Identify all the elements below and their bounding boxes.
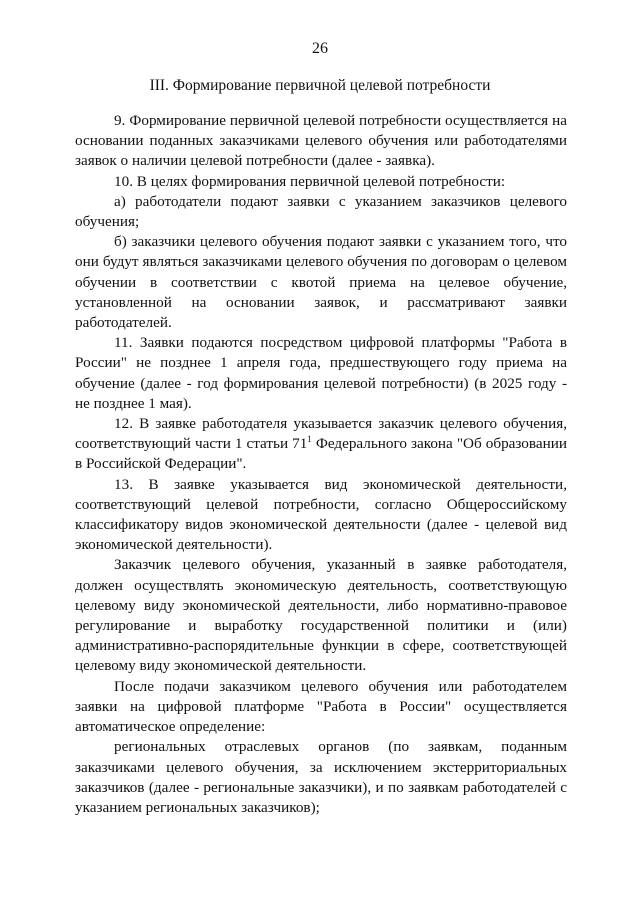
paragraph-10b: б) заказчики целевого обучения подают заявки с указанием того, что они будут являться заказчиками целевого обучения по договорам о целевом обучении в соответствии с квотой приема на целевое обучение, установленной на основании заявок, и рассматривают заявки работодателей. bbox=[75, 233, 567, 332]
paragraph-13-regional: региональных отраслевых органов (по заявкам, поданным заказчиками целевого обучения, за исключением экстерриториальных заказчиков (далее - региональные заказчики), и по заявкам работодателей с указанием региональных заказчиков); bbox=[75, 738, 567, 816]
page-number: 26 bbox=[312, 40, 328, 57]
paragraph-12-part1: 12. В заявке работодателя указывается заказчик целевого обучения, соответствующий части 1 статьи 71 bbox=[75, 415, 567, 453]
paragraph-10a: а) работодатели подают заявки с указанием заказчиков целевого обучения; bbox=[75, 192, 567, 231]
paragraph-9: 9. Формирование первичной целевой потребности осуществляется на основании поданных заказчиками целевого обучения или работодателями заявок о наличии целевой потребности (далее - заявка). bbox=[75, 112, 567, 170]
paragraph-13-after-submission: После подачи заказчиком целевого обучения или работодателем заявки на цифровой платформе "Работа в России" осуществляется автоматическое определение: bbox=[75, 677, 567, 736]
paragraph-12 bbox=[75, 414, 567, 475]
superscript-marker: 1 bbox=[307, 434, 312, 445]
paragraph-12-part2: Федерального закона "Об образовании в Российской Федерации". bbox=[75, 435, 567, 473]
document-body bbox=[75, 111, 567, 818]
paragraph-13: 13. В заявке указывается вид экономической деятельности, соответствующий целевой потребности, согласно Общероссийскому классификатору видов экономической деятельности (далее - целевой вид экономической деятельности). bbox=[75, 475, 567, 554]
paragraph-11: 11. Заявки подаются посредством цифровой платформы "Работа в России" не позднее 1 апреля года, предшествующего году приема на обучение (далее - год формирования целевой потребности) (в 2025 году - не позднее 1 мая). bbox=[75, 334, 567, 412]
paragraph-10: 10. В целях формирования первичной целевой потребности: bbox=[114, 172, 506, 190]
section-title: III. Формирование первичной целевой потребности bbox=[149, 77, 491, 94]
paragraph-13-customer: Заказчик целевого обучения, указанный в заявке работодателя, должен осуществлять экономическую деятельность, соответствующую целевому виду экономической деятельности, либо нормативно-правовое регулирование и выработку государственной политики и (или) административно-распорядительные функции в сфере, соответствующей целевому виду экономической деятельности. bbox=[75, 556, 567, 675]
